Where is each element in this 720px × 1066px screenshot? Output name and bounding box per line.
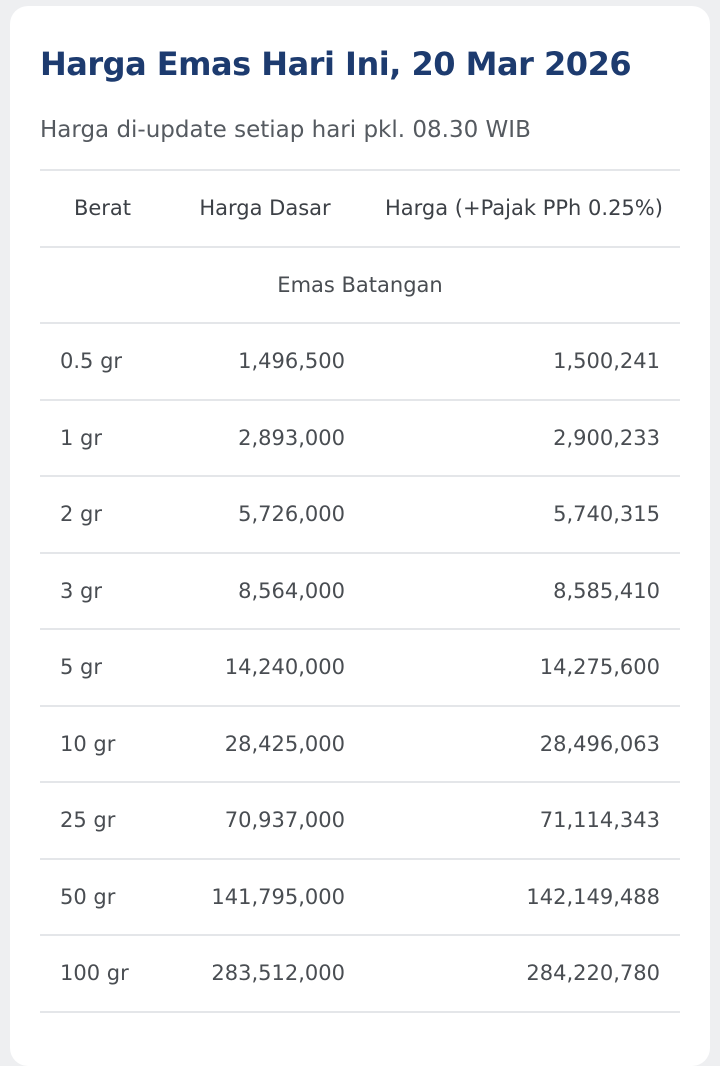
table-row	[40, 935, 680, 1012]
column-header-price-with-tax: Harga (+Pajak PPh 0.25%)	[365, 170, 680, 247]
price-with-tax-cell: 14,275,600	[365, 629, 680, 706]
table-row	[40, 400, 680, 477]
base-price-cell: 283,512,000	[165, 935, 365, 1012]
base-price-cell: 8,564,000	[165, 553, 365, 630]
weight-cell: 0.5 gr	[40, 323, 165, 400]
category-label: Emas Batangan	[40, 247, 680, 324]
base-price-cell: 70,937,000	[165, 782, 365, 859]
price-with-tax-cell: 2,900,233	[365, 400, 680, 477]
table-row	[40, 476, 680, 553]
price-with-tax-cell: 28,496,063	[365, 706, 680, 783]
column-header-base-price: Harga Dasar	[165, 170, 365, 247]
base-price-cell: 1,496,500	[165, 323, 365, 400]
base-price-cell: 2,893,000	[165, 400, 365, 477]
price-with-tax-cell: 5,740,315	[365, 476, 680, 553]
base-price-cell: 141,795,000	[165, 859, 365, 936]
category-row	[40, 247, 680, 324]
weight-cell: 3 gr	[40, 553, 165, 630]
weight-cell: 25 gr	[40, 782, 165, 859]
gold-price-table	[40, 169, 680, 1013]
page-title: Harga Emas Hari Ini, 20 Mar 2026	[40, 45, 632, 83]
base-price-cell: 14,240,000	[165, 629, 365, 706]
table-row	[40, 706, 680, 783]
weight-cell: 100 gr	[40, 935, 165, 1012]
weight-cell: 1 gr	[40, 400, 165, 477]
table-row	[40, 782, 680, 859]
gold-price-card	[10, 6, 710, 1066]
price-with-tax-cell: 71,114,343	[365, 782, 680, 859]
table-row	[40, 859, 680, 936]
price-with-tax-cell: 284,220,780	[365, 935, 680, 1012]
column-header-weight: Berat	[40, 170, 165, 247]
table-row	[40, 323, 680, 400]
weight-cell: 50 gr	[40, 859, 165, 936]
base-price-cell: 5,726,000	[165, 476, 365, 553]
price-with-tax-cell: 142,149,488	[365, 859, 680, 936]
weight-cell: 2 gr	[40, 476, 165, 553]
price-with-tax-cell: 1,500,241	[365, 323, 680, 400]
table-row	[40, 553, 680, 630]
base-price-cell: 28,425,000	[165, 706, 365, 783]
table-header-row	[40, 170, 680, 247]
price-with-tax-cell: 8,585,410	[365, 553, 680, 630]
weight-cell: 5 gr	[40, 629, 165, 706]
update-note: Harga di-update setiap hari pkl. 08.30 WIB	[40, 117, 531, 143]
weight-cell: 10 gr	[40, 706, 165, 783]
table-row	[40, 629, 680, 706]
